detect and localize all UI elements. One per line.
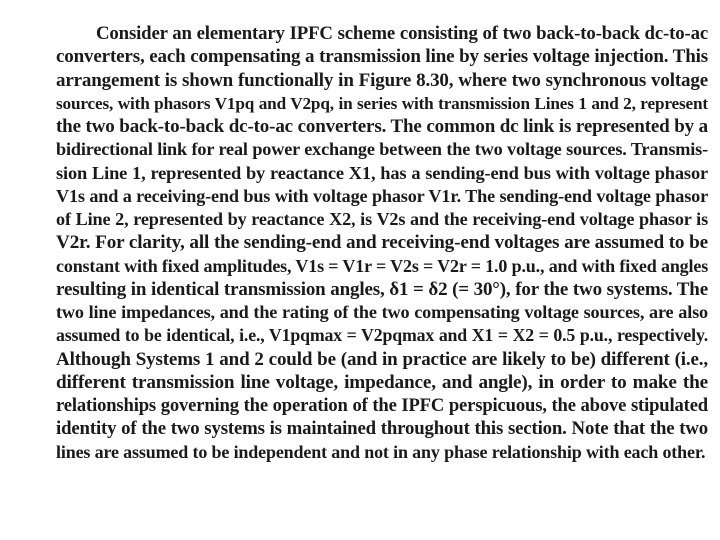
text-line: V1s and a receiving-end bus with voltage phasor V1r. The sending-end voltage phasor [56, 185, 708, 206]
text-line: the two back-to-back dc-to-ac converters. The common dc link is represented by a [56, 116, 708, 137]
text-line: lines are assumed to be independent and not in any phase relationship with each other. [56, 441, 706, 462]
text-line: of Line 2, represented by reactance X2, is V2s and the receiving-end voltage phasor is [56, 209, 708, 229]
text-line: bidirectional link for real power exchange between the two voltage sources. Transmis- [56, 139, 708, 160]
text-line: sources, with phasors V1pq and V2pq, in series with transmission Lines 1 and 2, represent [56, 93, 708, 113]
text-line: converters, each compensating a transmission line by series voltage injection. This [56, 46, 708, 68]
text-line: assumed to be identical, i.e., V1pqmax = V2pqmax and X1 = X2 = 0.5 p.u., respectively. [56, 325, 708, 346]
text-line: constant with fixed amplitudes, V1s = V1r = V2s = V2r = 1.0 p.u., and with fixed angles [56, 255, 709, 276]
text-line: sion Line 1, represented by reactance X1, has a sending-end bus with voltage phasor [56, 162, 708, 183]
text-line: different transmission line voltage, impedance, and angle), in order to make the [56, 371, 708, 393]
text-line: two line impedances, and the rating of the two compensating voltage sources, are also [56, 302, 708, 322]
text-line: identity of the two systems is maintained throughout this section. Note that the two [56, 418, 708, 440]
text-line: Consider an elementary IPFC scheme consisting of two back-to-back dc-to-ac [96, 23, 708, 44]
text-line: V2r. For clarity, all the sending-end and receiving-end voltages are assumed to be [56, 232, 708, 254]
text-line: resulting in identical transmission angles, δ1 = δ2 (= 30°), for the two systems. The [56, 278, 708, 300]
text-line: Although Systems 1 and 2 could be (and in practice are likely to be) different (i.e., [56, 348, 708, 370]
text-line: arrangement is shown functionally in Figure 8.30, where two synchronous voltage [56, 69, 708, 91]
paragraph [56, 22, 708, 464]
text-line: relationships governing the operation of the IPFC perspicuous, the above stipulated [56, 395, 708, 416]
